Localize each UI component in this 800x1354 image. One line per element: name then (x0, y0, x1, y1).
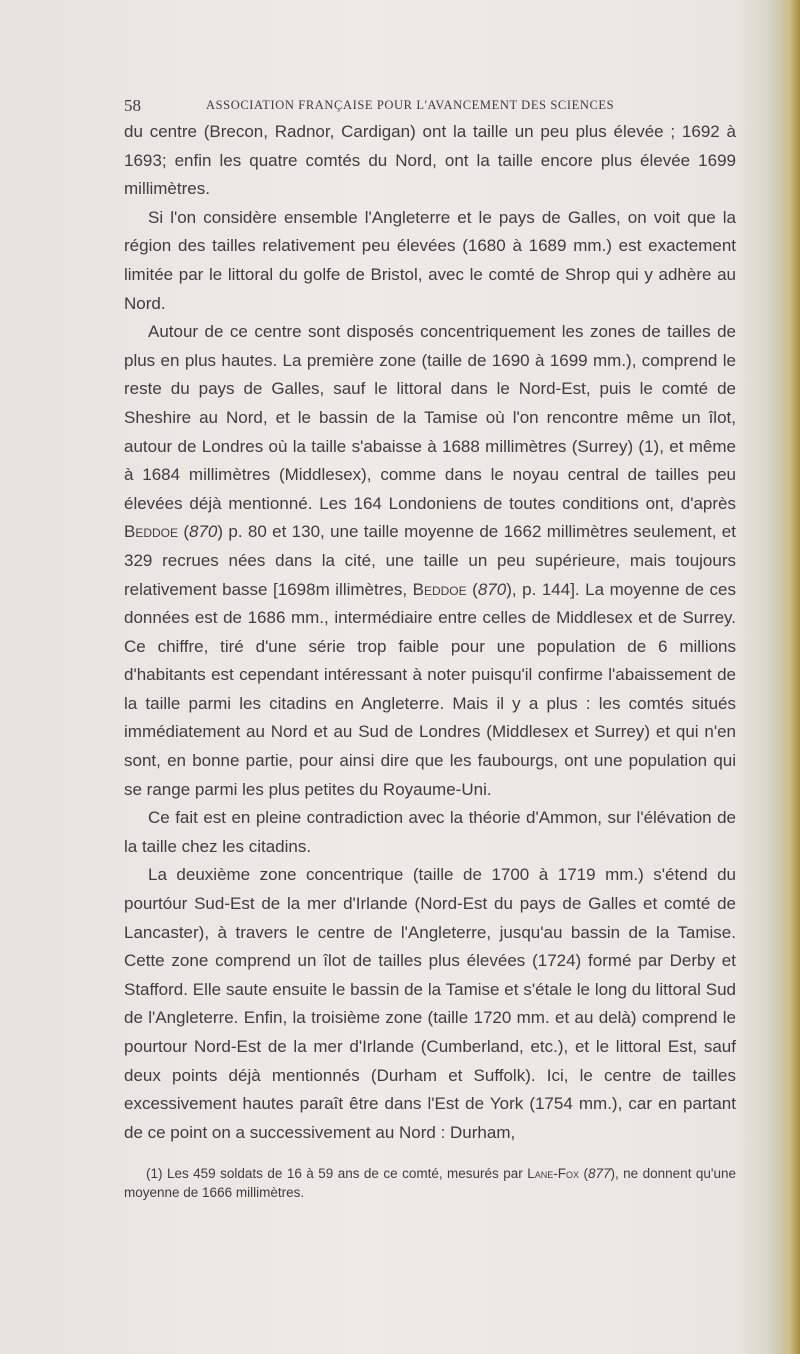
body-text (124, 118, 736, 1147)
binding-edge (782, 0, 800, 1354)
author-lane-fox: Lane-Fox (527, 1166, 579, 1181)
footnote-reference-number: 877 (587, 1166, 611, 1181)
footnote-text (124, 1164, 736, 1202)
paragraph-3-text-c: ) p. 80 et 130, une taille moyenne de 1662 millimètres seulement, et 329 recrues nées dans la cité, une taille un peu supérieure, mais toujours relativement basse [1698m illimètres, (124, 522, 736, 599)
author-beddoe-1: Beddoe (124, 522, 179, 542)
paragraph-3-text-a: Autour de ce centre sont disposés concentriquement les zones de tailles de plus en plus hautes. La première zone (taille de 1690 à 1699 mm.), comprend le reste du pays de Galles, sauf le littoral dans le Nord-Est, puis le comté de Sheshire au Nord, et le bassin de la Tamise où l'on rencontre même un îlot, autour de Londres où la taille s'abaisse à 1688 millimètres (Surrey) (1), et même à 1684 millimètres (Middlesex), comme dans le noyau central de tailles peu élevées déjà mentionné. Les 164 Londoniens de toutes conditions ont, d'après (124, 322, 736, 513)
page-number: 58 (124, 96, 141, 115)
footnote-text-c: ), ne donnent qu'une moyenne de 1666 millimètres. (124, 1166, 737, 1200)
footnote-text-a: (1) Les 459 soldats de 16 à 59 ans de ce comté, mesurés par (146, 1166, 528, 1181)
paragraph-4: Ce fait est en pleine contradiction avec la théorie d'Ammon, sur l'élévation de la taille chez les citadins. (124, 808, 736, 856)
footnote (124, 1164, 736, 1202)
reference-number-2: 870 (477, 579, 507, 599)
paragraph-3-text-b: ( (178, 522, 190, 542)
paragraph-5: La deuxième zone concentrique (taille de 1700 à 1719 mm.) s'étend du pourtóur Sud-Est de la mer d'Irlande (Nord-Est du pays de Galles et comté de Lancaster), à travers le centre de l'Angleterre, jusqu'au bassin de la Tamise. Cette zone comprend un îlot de tailles plus élevées (1724) formé par Derby et Stafford. Elle saute ensuite le bassin de la Tamise et s'étale le long du littoral Sud de l'Angleterre. Enfin, la troisième zone (taille 1720 mm. et au delà) comprend le pourtour Nord-Est de la mer d'Irlande (Cumberland, etc.), et le littoral Est, sauf deux points déjà mentionnés (Durham et Suffolk). Ici, le centre de tailles excessivement hautes paraît être dans l'Est de York (1754 mm.), car en partant de ce point on a successivement au Nord : Durham, (124, 865, 736, 1142)
author-beddoe-2: Beddoe (412, 579, 467, 599)
paragraph-3-text-e: ), p. 144]. La moyenne de ces données est de 1686 mm., intermédiaire entre celles de Middlesex et de Surrey. Ce chiffre, tiré d'une série trop faible pour une population de 6 millions d'habitants est cependant intéressant à noter puisqu'il confirme l'abaissement de la taille parmi les citadins en Angleterre. Mais il y a plus : les comtés situés immédiatement au Nord et au Sud de Londres (Middlesex et Surrey) et qui n'en sont, en bonne partie, pour ainsi dire que les faubourgs, ont une population qui se range parmi les plus petites du Royaume-Uni. (124, 579, 737, 799)
paragraph-3 (124, 318, 736, 804)
footnote-text-b: ( (579, 1166, 588, 1181)
reference-number-1: 870 (189, 522, 218, 542)
running-title: ASSOCIATION FRANÇAISE POUR L'AVANCEMENT DES SCIENCES (206, 98, 615, 112)
paragraph-2: Si l'on considère ensemble l'Angleterre et le pays de Galles, on voit que la région des tailles relativement peu élevées (1680 à 1689 mm.) est exactement limitée par le littoral du golfe de Bristol, avec le comté de Shrop qui y adhère au Nord. (124, 207, 736, 313)
paragraph-1: du centre (Brecon, Radnor, Cardigan) ont la taille un peu plus élevée ; 1692 à 1693; enfin les quatre comtés du Nord, ont la taille encore plus élevée 1699 millimètres. (124, 122, 736, 199)
paragraph-3-text-d: ( (466, 579, 478, 599)
